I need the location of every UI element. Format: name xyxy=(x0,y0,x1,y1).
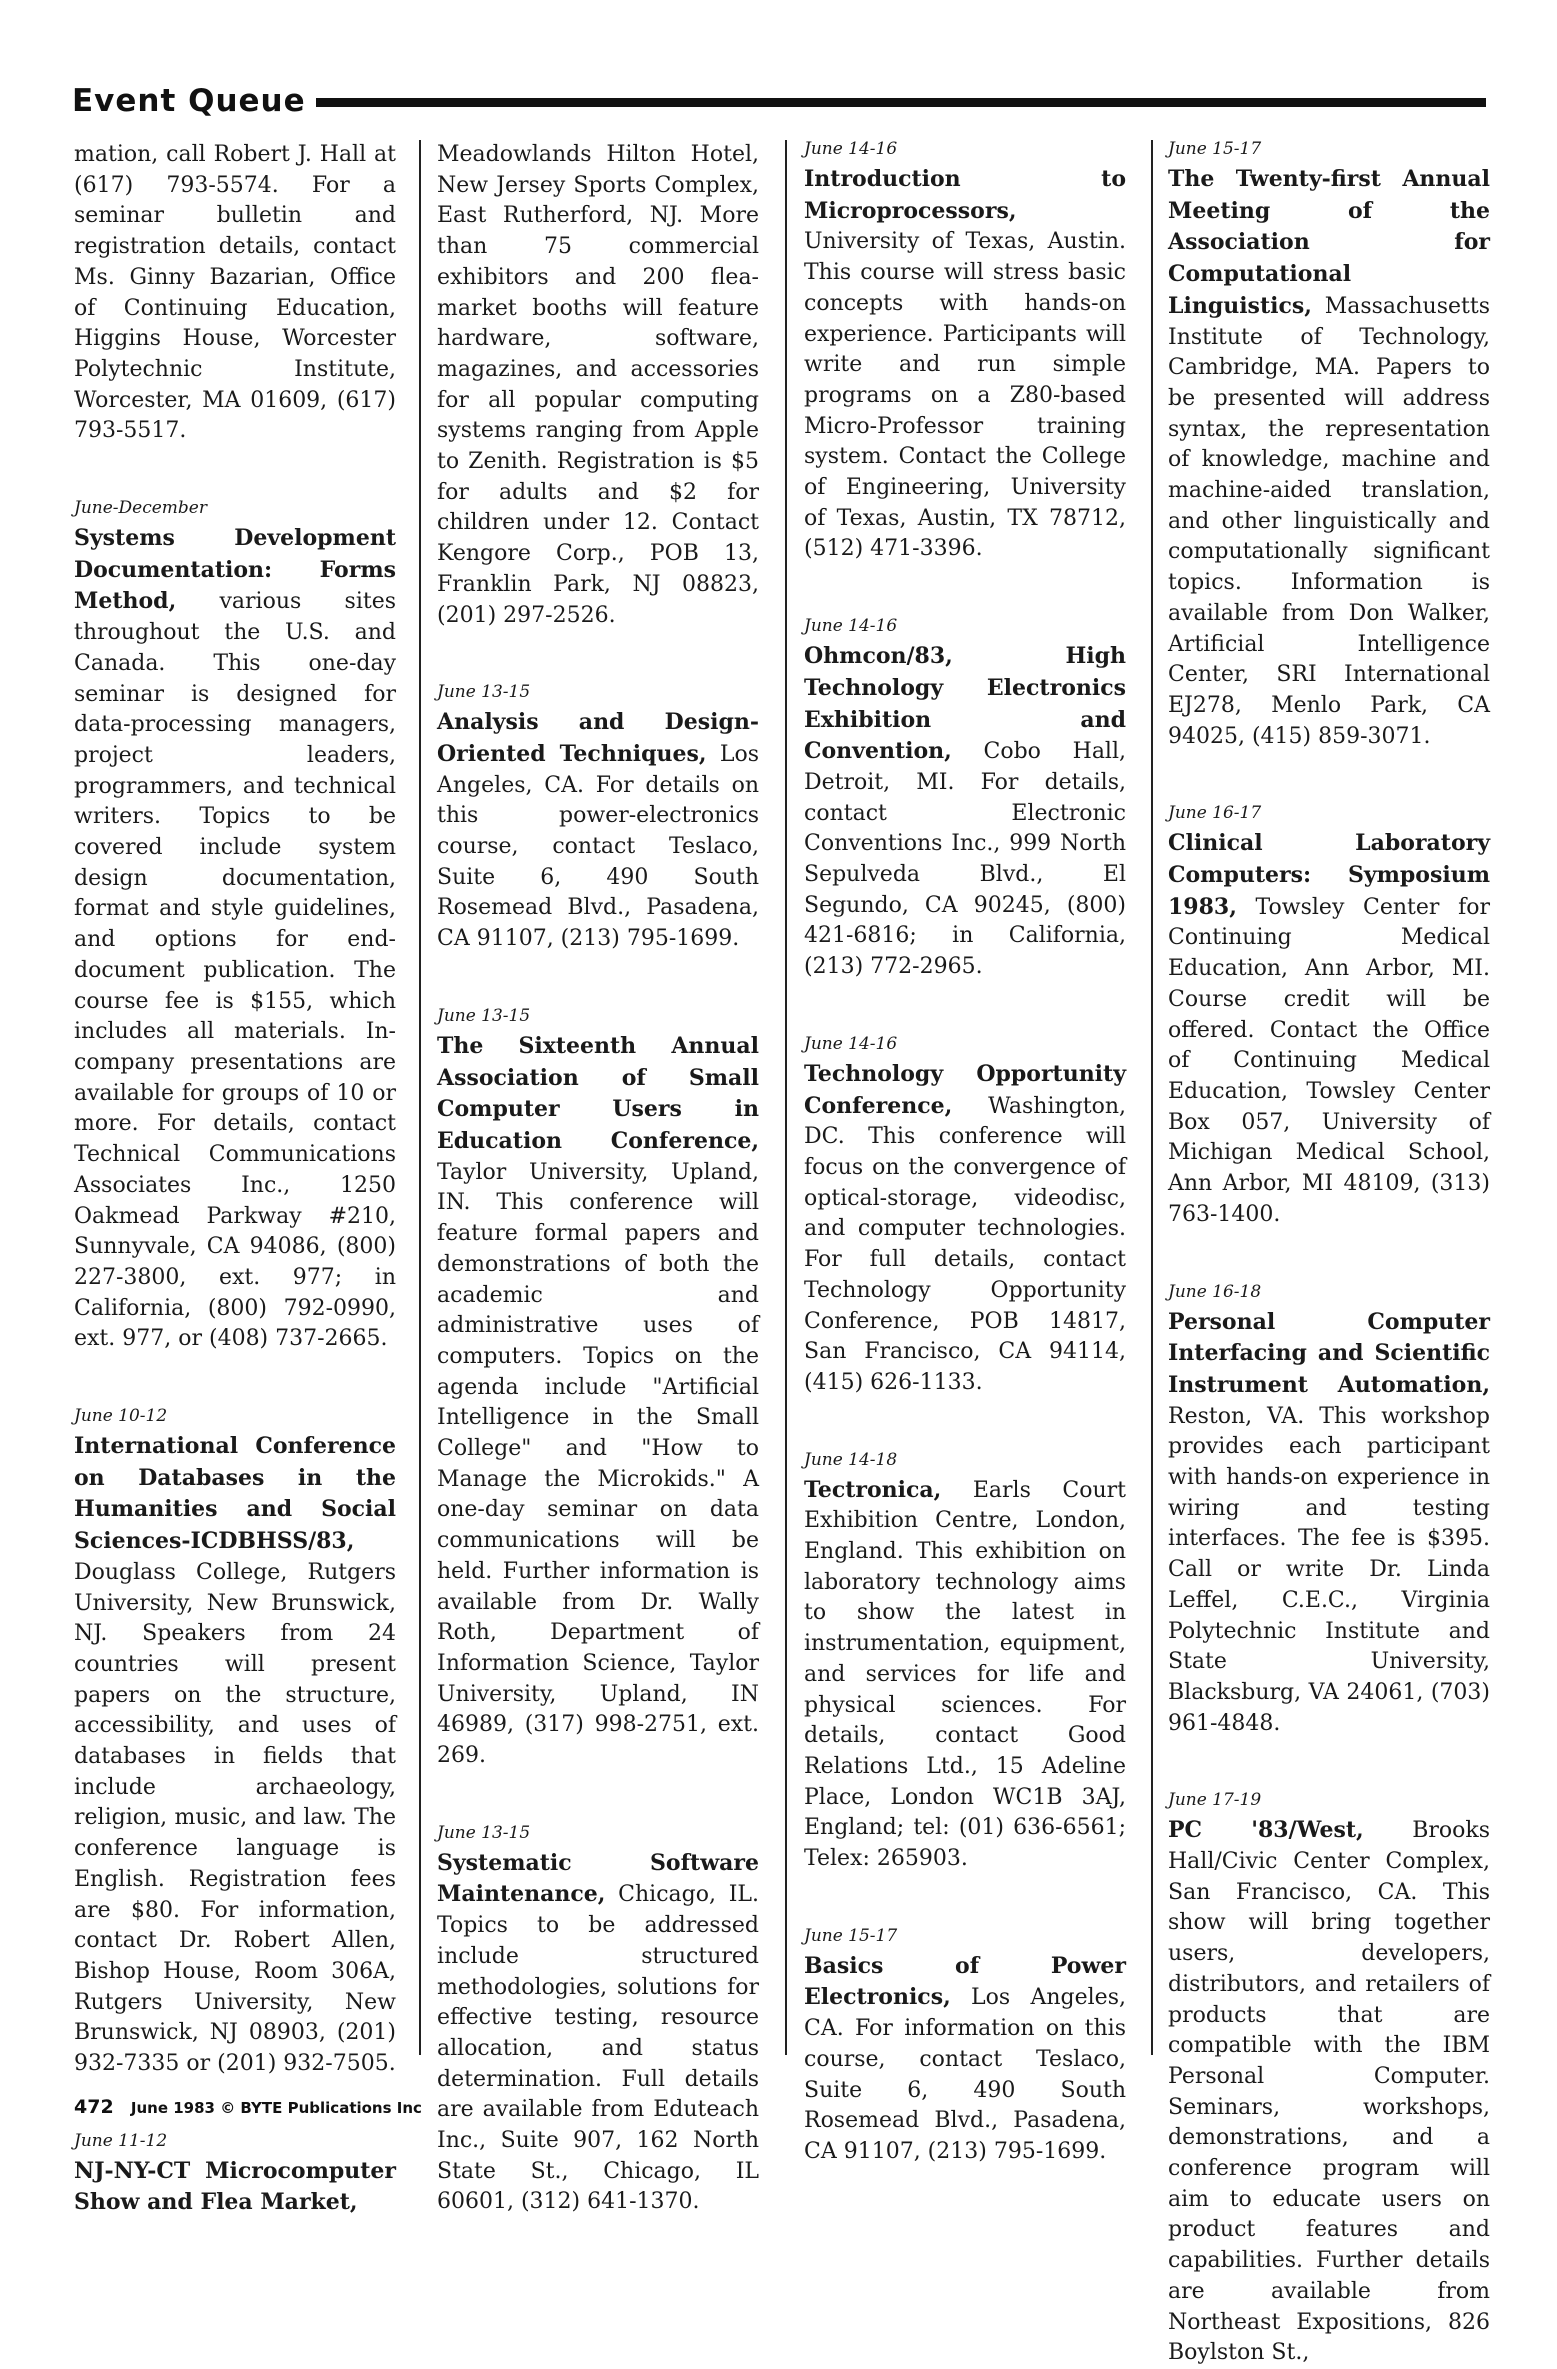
continued-text: Meadowlands Hilton Hotel, New Jersey Sports Complex, East Rutherford, NJ. More than 75 commercial exhibitors and 200 flea-market booths will feature hardware, software, magazines, and accessories for all popular computing systems ranging from Apple to Zenith. Registration is $5 for adults and $2 for children under 12. Contact Kengore Corp., POB 13, Franklin Park, NJ 08823, (201) 297-2526. xyxy=(437,142,759,628)
event-entry xyxy=(74,2156,396,2219)
event-title: International Conference on Databases in the Humanities and Social Sciences-ICDBHSS/83, xyxy=(74,1433,396,1555)
section-title: Event Queue xyxy=(72,83,306,119)
column-divider xyxy=(1151,140,1153,2055)
page-header xyxy=(72,84,1486,118)
header-rule xyxy=(316,98,1486,107)
page-number: 472 xyxy=(74,2096,114,2118)
event-title: Technology Opportunity Conference, xyxy=(804,1060,1126,1119)
event-entry xyxy=(804,164,1126,565)
event-date: June 17-19 xyxy=(1168,1790,1262,1811)
event-date: June 14-16 xyxy=(804,1033,898,1054)
event-entry xyxy=(437,1031,759,1772)
event-title: Introduction to Microprocessors, xyxy=(804,166,1126,224)
event-description: Los Angeles, CA. For information on this course, contact Teslaco, Suite 6, 490 South Rosemead Blvd., Pasadena, CA 91107, (213) 795-1699. xyxy=(804,1985,1126,2164)
event-description: Massachusetts Institute of Technology, Cambridge, MA. Papers to be presented will address syntax, the representation of knowledge, machine and machine-aided translation, and other linguistically and computationally significant topics. Information is available from Don Walker, Artificial Intelligence Center, SRI International EJ278, Menlo Park, CA 94025, (415) 859-3071. xyxy=(1168,293,1490,749)
event-description: Taylor University, Upland, IN. This conference will feature formal papers and demonstrations of both the academic and administrative uses of computers. Topics on the agenda include "Artificial Intelligence in the Small College" and "How to Manage the Microkids." A one-day seminar on data communications will be held. Further information is available from Dr. Wally Roth, Department of Information Science, Taylor University, Upland, IN 46989, (317) 998-2751, ext. 269. xyxy=(437,1159,759,1769)
event-date: June-December xyxy=(74,498,207,519)
event-entry xyxy=(1168,164,1490,752)
event-title: Systematic Software Maintenance, xyxy=(437,1849,759,1908)
event-date: June 11-12 xyxy=(74,2130,168,2151)
event-entry xyxy=(804,641,1126,983)
event-entry xyxy=(1168,1815,1490,2369)
continued-text: mation, call Robert J. Hall at (617) 793-5574. For a seminar bulletin and registration details, contact Ms. Ginny Bazarian, Office of Continuing Education, Higgins House, Worcester Polytechnic Institute, Worcester, MA 01609, (617) 793-5517. xyxy=(74,142,396,444)
event-date: June 16-17 xyxy=(1168,803,1262,824)
event-date: June 13-15 xyxy=(437,682,531,703)
event-description: Towsley Center for Continuing Medical Education, Ann Arbor, MI. Course credit will be offered. Contact the Office of Continuing Medical Education, Towsley Center Box 057, University of Michigan Medical School, Ann Arbor, MI 48109, (313) 763-1400. xyxy=(1168,894,1490,1227)
event-title: NJ-NY-CT Microcomputer Show and Flea Market, xyxy=(74,2157,396,2216)
event-description: University of Texas, Austin. This course will stress basic concepts with hands-on experience. Participants will write and run simple programs on a Z80-based Micro-Professor training system. Contact the College of Engineering, University of Texas, Austin, TX 78712, (512) 471-3396. xyxy=(804,229,1126,562)
event-title: The Sixteenth Annual Association of Small Computer Users in Education Conference, xyxy=(437,1032,759,1154)
page-footer xyxy=(74,2096,422,2118)
issue-line: June 1983 © BYTE Publications Inc xyxy=(130,2099,422,2117)
event-date: June 13-15 xyxy=(437,1005,531,1026)
event-entry xyxy=(804,1059,1126,1399)
column-4 xyxy=(1168,140,1490,2369)
event-entry xyxy=(1168,1307,1490,1740)
event-title: The Twenty-first Annual Meeting of the Association for Computational Linguistics, xyxy=(1168,166,1490,319)
event-date: June 15-17 xyxy=(1168,139,1262,159)
event-description: Chicago, IL. Topics to be addressed include structured methodologies, solutions for effective testing, resource allocation, and status determination. Full details are available from Eduteach Inc., Suite 907, 162 North State St., Chicago, IL 60601, (312) 641-1370. xyxy=(437,1882,759,2215)
event-entry xyxy=(437,707,759,955)
event-entry xyxy=(804,1475,1126,1875)
event-title: Basics of Power Electronics, xyxy=(804,1952,1126,2011)
event-title: Tectronica, xyxy=(804,1476,942,1503)
column-2 xyxy=(437,140,759,2218)
column-3 xyxy=(804,140,1126,2168)
event-date: June 15-17 xyxy=(804,1925,898,1946)
event-entry xyxy=(1168,828,1490,1230)
event-title: Analysis and Design-Oriented Techniques, xyxy=(437,709,759,767)
event-description: Cobo Hall, Detroit, MI. For details, contact Electronic Conventions Inc., 999 North Sepulveda Blvd., El Segundo, CA 90245, (800) 421-6816; in California, (213) 772-2965. xyxy=(804,739,1126,980)
event-title: Systems Development Documentation: Forms Method, xyxy=(74,525,396,615)
event-description: Douglass College, Rutgers University, New Brunswick, NJ. Speakers from 24 countries will present papers on the structure, accessibility, and uses of databases in fields that include archaeology, religion, music, and law. The conference language is English. Registration fees are $80. For information, contact Dr. Robert Allen, Bishop House, Room 306A, Rutgers University, New Brunswick, NJ 08903, (201) 932-7335 or (201) 932-7505. xyxy=(74,1559,396,2077)
event-date: June 14-18 xyxy=(804,1449,898,1470)
event-description: Washington, DC. This conference will focus on the convergence of optical-storage, videodisc, and computer technologies. For full details, contact Technology Opportunity Conference, POB 14817, San Francisco, CA 94114, (415) 626-1133. xyxy=(804,1093,1126,1395)
event-description: Earls Court Exhibition Centre, London, England. This exhibition on laboratory technology aims to show the latest in instrumentation, equipment, and services for life and physical sciences. For details, contact Good Relations Ltd., 15 Adeline Place, London WC1B 3AJ, England; tel: (01) 636-6561; Telex: 265903. xyxy=(804,1477,1126,1872)
event-title: Clinical Laboratory Computers: Symposium 1983, xyxy=(1168,830,1490,920)
event-date: June 14-16 xyxy=(804,139,898,159)
column-divider xyxy=(419,140,421,2055)
event-date: June 16-18 xyxy=(1168,1281,1262,1302)
event-description: Reston, VA. This workshop provides each participant with hands-on experience in wiring and testing interfaces. The fee is $395. Call or write Dr. Linda Leffel, C.E.C., Virginia Polytechnic Institute and State University, Blacksburg, VA 24061, (703) 961-4848. xyxy=(1168,1403,1490,1736)
event-entry xyxy=(74,1431,396,2080)
column-1 xyxy=(74,140,396,2219)
event-date: June 14-16 xyxy=(804,616,898,637)
event-title: PC '83/West, xyxy=(1168,1817,1364,1844)
event-title: Personal Computer Interfacing and Scientific Instrument Automation, xyxy=(1168,1308,1490,1398)
event-entry xyxy=(437,1848,759,2218)
event-description: various sites throughout the U.S. and Canada. This one-day seminar is designed for data-processing managers, project leaders, programmers, and technical writers. Topics to be covered include system design documentation, format and style guidelines, and options for end-document publication. The course fee is $155, which includes all materials. In-company presentations are available for groups of 10 or more. For details, contact Technical Communications Associates Inc., 1250 Oakmead Parkway #210, Sunnyvale, CA 94086, (800) 227-3800, ext. 977; in California, (800) 792-0990, ext. 977, or (408) 737-2665. xyxy=(74,589,396,1352)
event-title: Ohmcon/83, High Technology Electronics Exhibition and Convention, xyxy=(804,643,1126,765)
event-date: June 13-15 xyxy=(437,1822,531,1843)
column-divider xyxy=(785,140,787,2055)
event-description: Los Angeles, CA. For details on this power-electronics course, contact Teslaco, Suite 6, 490 South Rosemead Blvd., Pasadena, CA 91107, (213) 795-1699. xyxy=(437,741,760,952)
event-entry xyxy=(804,1951,1126,2168)
event-entry xyxy=(74,523,396,1355)
event-date: June 10-12 xyxy=(74,1406,168,1427)
event-description: Brooks Hall/Civic Center Complex, San Francisco, CA. This show will bring together users, developers, distributors, and retailers of products that are compatible with the IBM Personal Computer. Seminars, workshops, demonstrations, and a conference program will aim to educate users on product features and capabilities. Further details are available from Northeast Expositions, 826 Boylston St., xyxy=(1168,1818,1490,2366)
